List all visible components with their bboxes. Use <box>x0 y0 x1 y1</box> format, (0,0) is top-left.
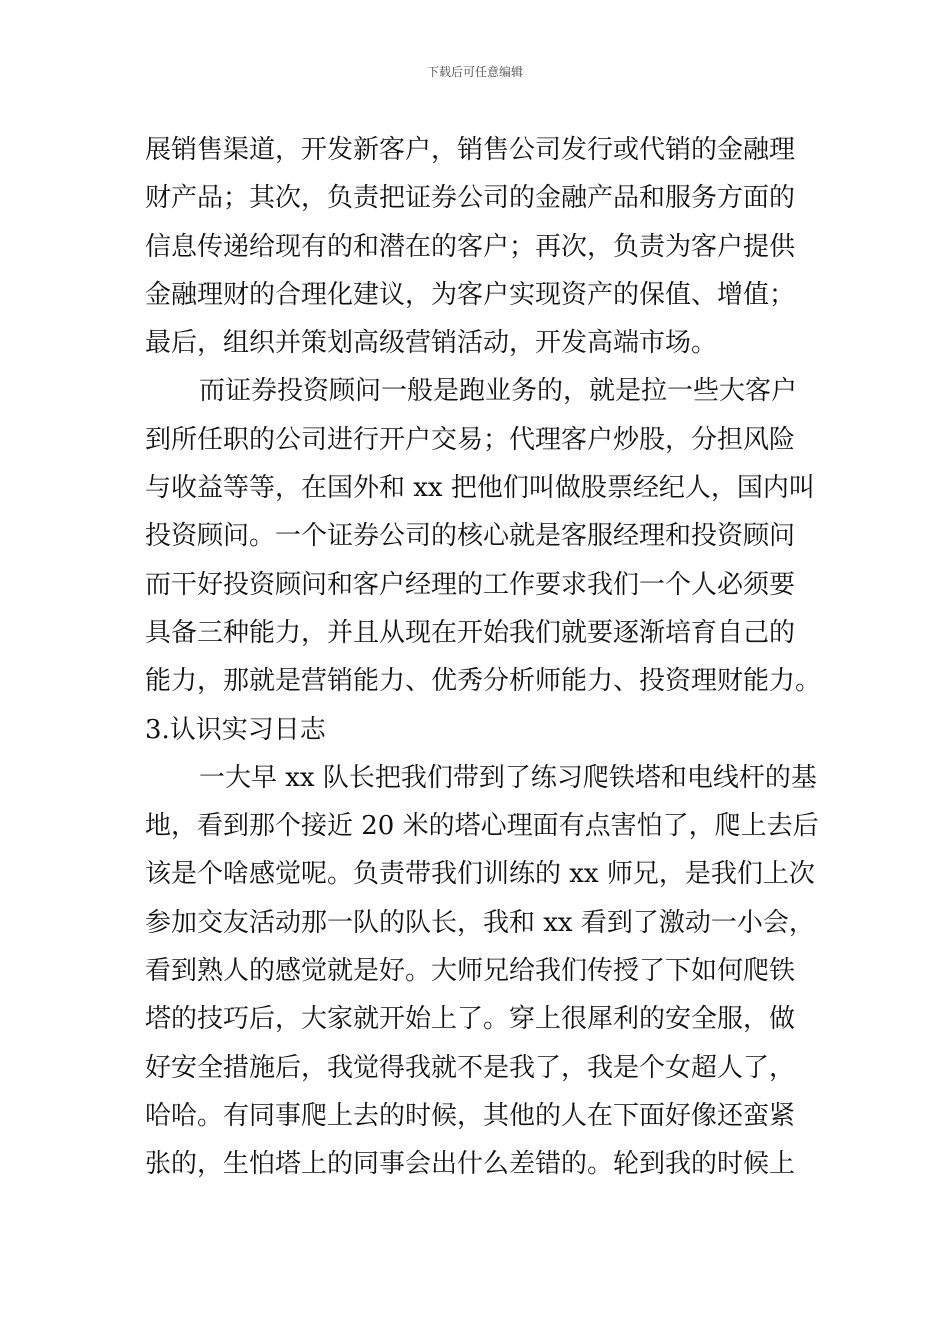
text-line: 该是个啥感觉呢。负责带我们训练的 xx 师兄，是我们上次 <box>145 859 815 890</box>
text-line: 参加交友活动那一队的队长，我和 xx 看到了激动一小会， <box>145 907 815 938</box>
text-line: 一大早 xx 队长把我们带到了练习爬铁塔和电线杆的基 <box>199 762 817 793</box>
text-line: 能力，那就是营销能力、优秀分析师能力、投资理财能力。 <box>145 666 822 697</box>
text-line: 地，看到那个接近 20 米的塔心理面有点害怕了，爬上去后 <box>145 811 819 842</box>
text-line: 好安全措施后，我觉得我就不是我了，我是个女超人了， <box>145 1052 796 1083</box>
text-line: 信息传递给现有的和潜在的客户；再次，负责为客户提供 <box>145 231 796 262</box>
text-line: 具备三种能力，并且从现在开始我们就要逐渐培育自己的 <box>145 617 796 648</box>
text-line: 财产品；其次，负责把证券公司的金融产品和服务方面的 <box>145 183 796 214</box>
text-line: 看到熟人的感觉就是好。大师兄给我们传授了下如何爬铁 <box>145 956 796 987</box>
document-body <box>145 126 822 1189</box>
text-line: 3.认识实习日志 <box>145 714 326 745</box>
text-line: 金融理财的合理化建议，为客户实现资产的保值、增值； <box>145 279 796 310</box>
text-line: 张的，生怕塔上的同事会出什么差错的。轮到我的时候上 <box>145 1149 796 1180</box>
text-line: 与收益等等，在国外和 xx 把他们叫做股票经纪人，国内叫 <box>145 473 815 504</box>
text-line: 最后，组织并策划高级营销活动，开发高端市场。 <box>145 328 718 359</box>
text-line: 哈哈。有同事爬上去的时候，其他的人在下面好像还蛮紧 <box>145 1100 796 1131</box>
text-line: 塔的技巧后，大家就开始上了。穿上很犀利的安全服，做 <box>145 1004 796 1035</box>
text-line: 展销售渠道，开发新客户，销售公司发行或代销的金融理 <box>145 135 796 165</box>
page-header: 下载后可任意编辑 <box>426 65 523 79</box>
text-line: 而证券投资顾问一般是跑业务的，就是拉一些大客户 <box>199 376 798 407</box>
text-line: 投资顾问。一个证券公司的核心就是客服经理和投资顾问 <box>145 521 796 552</box>
text-line: 到所任职的公司进行开户交易；代理客户炒股，分担风险 <box>145 424 796 455</box>
text-line: 而干好投资顾问和客户经理的工作要求我们一个人必须要 <box>145 569 796 600</box>
